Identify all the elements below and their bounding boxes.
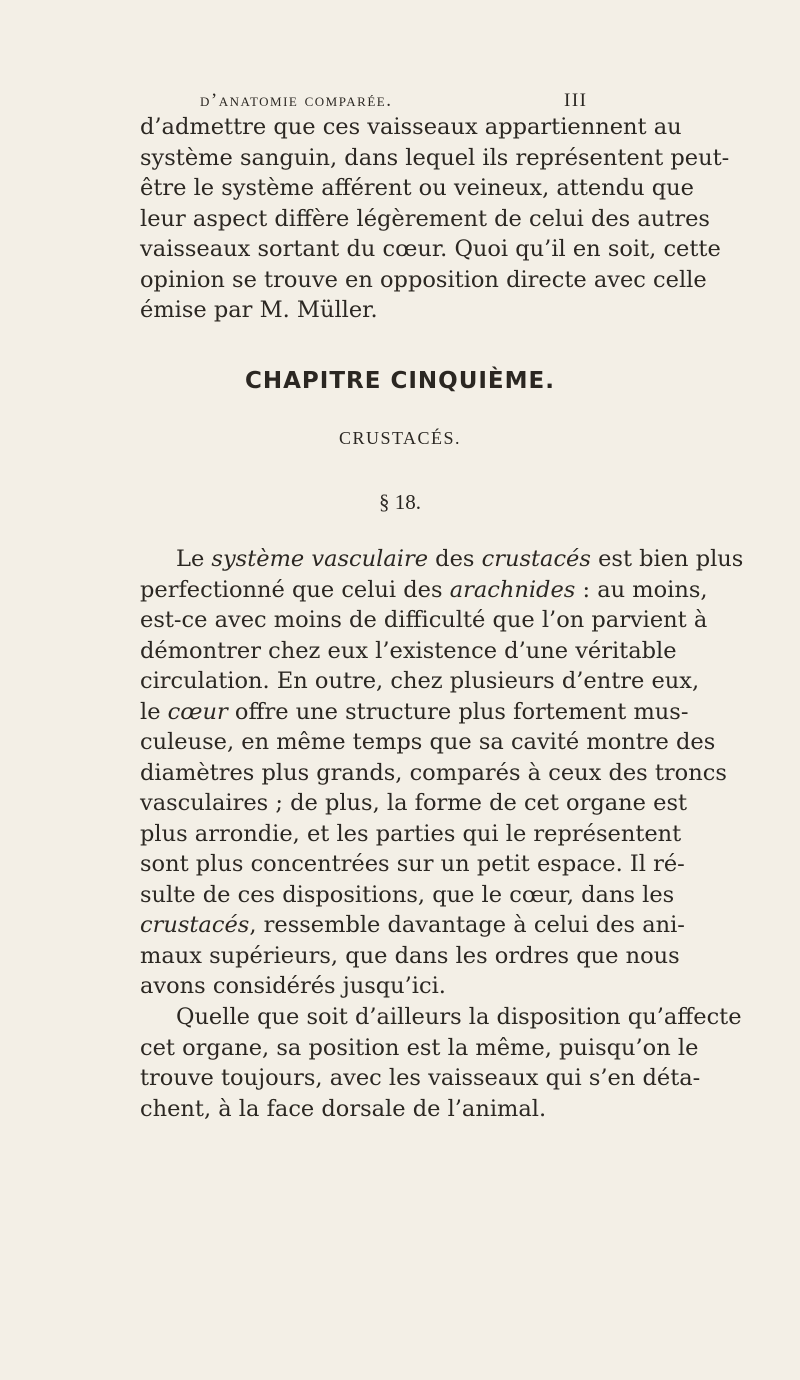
text-line: opinion se trouve en opposition directe avec celle — [140, 266, 707, 293]
italic-term: cœur — [167, 698, 228, 725]
chapter-subtitle: CRUSTACÉS. — [338, 428, 462, 448]
running-head-title: d’anatomie comparée. — [200, 90, 393, 111]
text-line: culeuse, en même temps que sa cavité montre des — [140, 729, 716, 755]
text-run: perfectionné que celui des — [140, 576, 450, 603]
text-line: trouve toujours, avec les vaisseaux qui s’en déta- — [140, 1065, 701, 1091]
page-number: III — [564, 90, 588, 111]
text-line: émise par M. Müller. — [140, 297, 378, 323]
chapter-heading: CHAPITRE CINQUIÈME. — [245, 368, 555, 394]
text-line: leur aspect diffère légèrement de celui des autres — [140, 205, 710, 232]
text-line: système sanguin, dans lequel ils représentent peut- — [140, 144, 730, 171]
top-paragraph — [140, 112, 730, 326]
text-line — [140, 544, 744, 575]
text-line: démontrer chez eux l’existence d’une véritable — [140, 637, 677, 664]
italic-term: système vasculaire — [211, 546, 429, 572]
text-line — [140, 910, 685, 941]
text-line: d’admettre que ces vaisseaux appartiennent au — [140, 114, 682, 140]
text-run: est bien plus — [590, 546, 744, 572]
italic-term: crustacés — [481, 546, 591, 572]
text-line — [140, 575, 708, 606]
text-line: chent, à la face dorsale de l’animal. — [140, 1095, 547, 1122]
italic-term: arachnides — [449, 576, 576, 603]
text-line: sont plus concentrées sur un petit espace. Il ré- — [140, 851, 685, 877]
text-line: être le système afférent ou veineux, attendu que — [140, 175, 694, 201]
text-line: avons considérés jusqu’ici. — [140, 973, 446, 999]
text-line: maux supérieurs, que dans les ordres que nous — [140, 942, 680, 969]
text-line: diamètres plus grands, comparés à ceux des troncs — [140, 759, 727, 786]
text-line: vasculaires ; de plus, la forme de cet organe est — [140, 790, 688, 816]
text-run: Le — [176, 546, 212, 572]
text-line: circulation. En outre, chez plusieurs d’entre eux, — [140, 668, 700, 694]
text-line: Quelle que soit d’ailleurs la disposition qu’affecte — [176, 1004, 742, 1030]
text-line: cet organe, sa position est la même, puisqu’on le — [140, 1034, 699, 1061]
text-run: : au moins, — [575, 576, 708, 603]
text-run: , ressemble davantage à celui des ani- — [249, 912, 685, 938]
text-line — [140, 697, 689, 728]
text-run: le — [140, 698, 168, 725]
text-run: des — [428, 546, 482, 572]
text-run: offre une structure plus fortement mus- — [227, 698, 689, 725]
text-line: est-ce avec moins de difficulté que l’on parvient à — [140, 607, 708, 633]
paragraph-1 — [140, 544, 744, 1002]
text-line: vaisseaux sortant du cœur. Quoi qu’il en soit, cette — [140, 236, 721, 262]
text-line: plus arrondie, et les parties qui le représentent — [140, 820, 682, 847]
section-number: § 18. — [379, 490, 421, 514]
italic-term: crustacés — [140, 912, 250, 938]
text-line: sulte de ces dispositions, que le cœur, dans les — [140, 881, 675, 908]
paragraph-2 — [140, 1002, 742, 1124]
